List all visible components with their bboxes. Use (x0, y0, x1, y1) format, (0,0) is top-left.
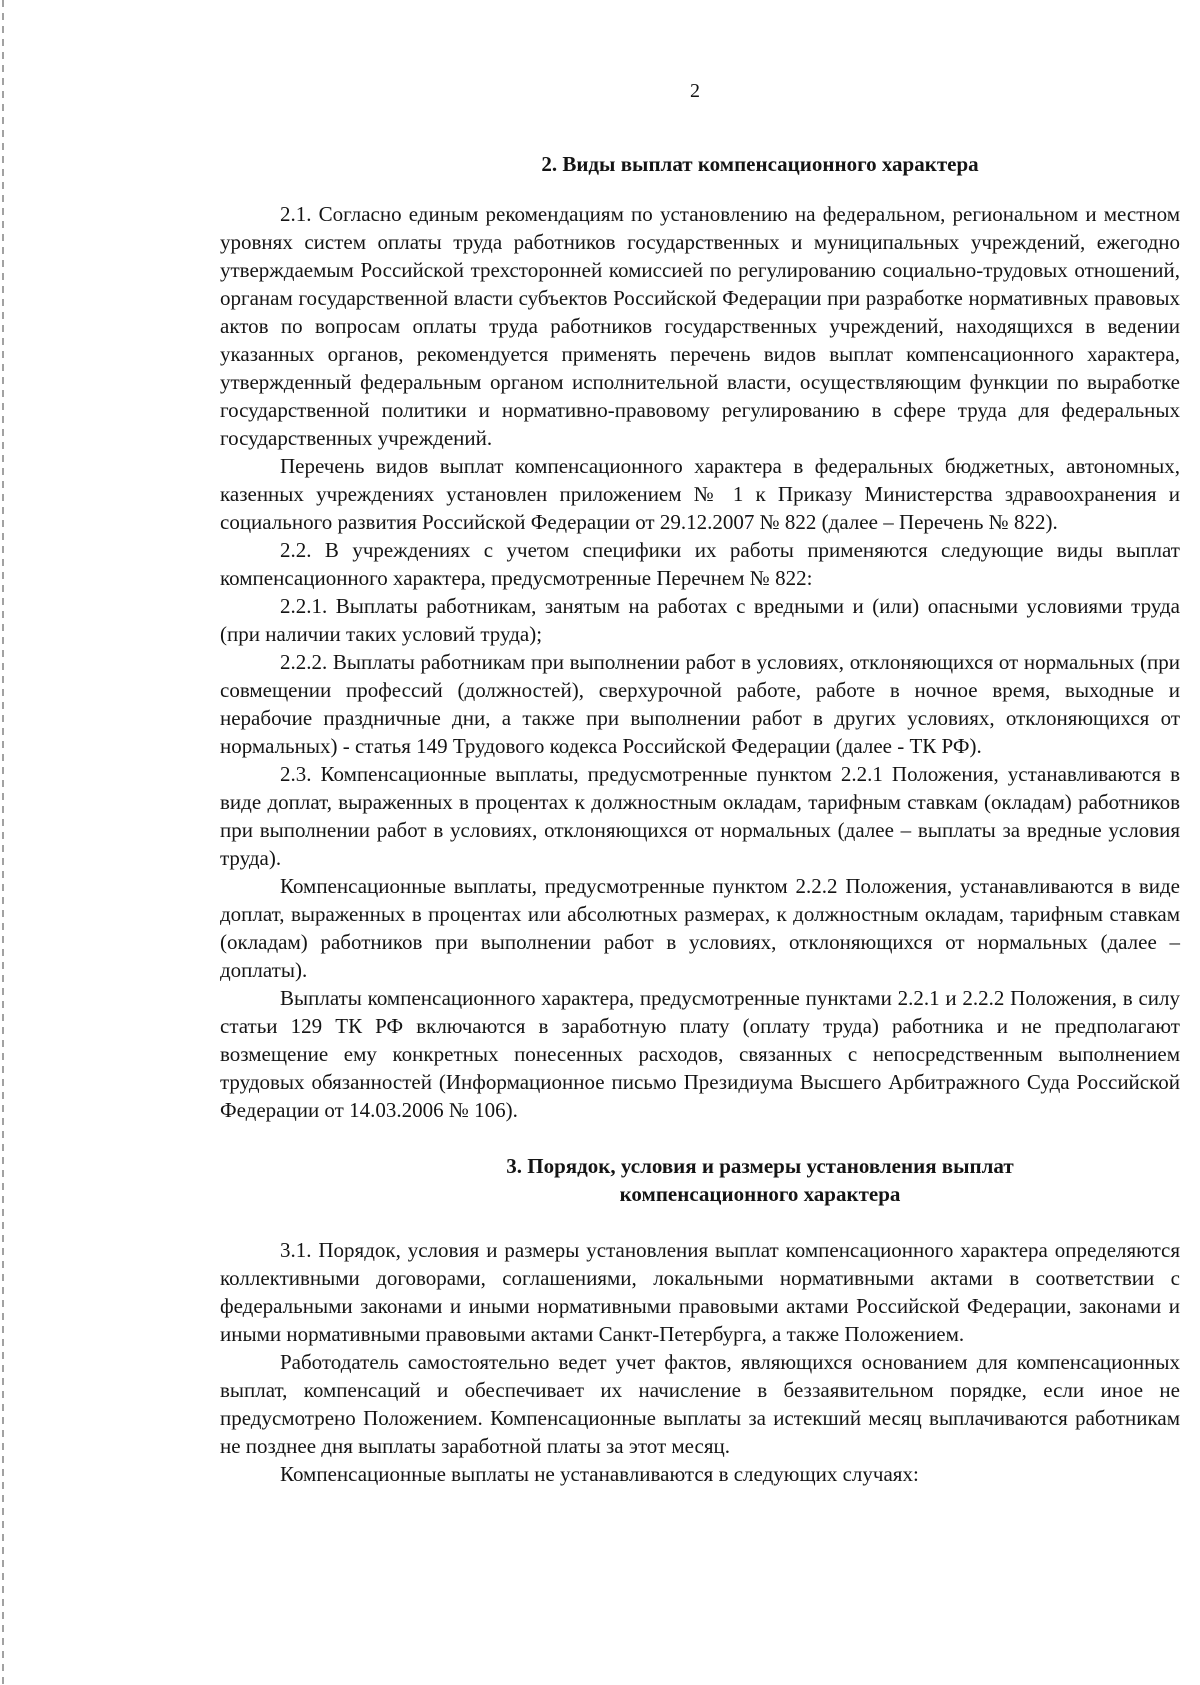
page-number: 2 (690, 80, 700, 102)
paragraph-3-1-employer: Работодатель самостоятельно ведет учет фактов, являющихся основанием для компенсационных выплат, компенсаций и обеспечивает их начисление в беззаявительном порядке, если иное не предусмотрено Положением. Компенсационные выплаты за истекший месяц выплачиваются работникам не позднее дня выплаты заработной платы за этот месяц. (220, 1350, 1180, 1458)
paragraph-2-3-doplaty: Компенсационные выплаты, предусмотренные пунктом 2.2.2 Положения, устанавливаются в виде доплат, выраженных в процентах или абсолютных размерах, к должностным окладам, тарифным ставкам (окладам) работников при выполнении работ в условиях, отклоняющихся от нормальных (далее – доплаты). (220, 874, 1180, 982)
section-3-heading-line-2: компенсационного характера (619, 1182, 901, 1206)
paragraph-2-3: 2.3. Компенсационные выплаты, предусмотренные пунктом 2.2.1 Положения, устанавливаются в виде доплат, выраженных в процентах к должностным окладам, тарифным ставкам (окладам) работников при выполнении работ в условиях, отклоняющихся от нормальных (далее – выплаты за вредные условия труда). (220, 762, 1180, 870)
paragraph-2-2: 2.2. В учреждениях с учетом специфики их работы применяются следующие виды выплат компенсационного характера, предусмотренные Перечнем № 822: (220, 538, 1180, 590)
paragraph-2-3-tk-rf: Выплаты компенсационного характера, предусмотренные пунктами 2.2.1 и 2.2.2 Положения, в силу статьи 129 ТК РФ включаются в заработную плату (оплату труда) работника и не предполагают возмещение ему конкретных понесенных расходов, связанных с непосредственным выполнением трудовых обязанностей (Информационное письмо Президиума Высшего Арбитражного Суда Российской Федерации от 14.03.2006 № 106). (220, 986, 1180, 1122)
paragraph-2-1-list-ref: Перечень видов выплат компенсационного характера в федеральных бюджетных, автономных, казенных учреждениях установлен приложением № 1 к Приказу Министерства здравоохранения и социального развития Российской Федерации от 29.12.2007 № 822 (далее – Перечень № 822). (220, 454, 1180, 534)
paragraph-3-1-exceptions: Компенсационные выплаты не устанавливаются в следующих случаях: (280, 1462, 919, 1486)
section-3-heading-line-1: 3. Порядок, условия и размеры установления выплат (506, 1154, 1014, 1178)
document-body (220, 150, 1180, 1488)
scan-edge-artifact (2, 0, 4, 1685)
section-3-body (220, 1236, 1180, 1488)
section-2-body (220, 200, 1180, 1124)
paragraph-2-1: 2.1. Согласно единым рекомендациям по установлению на федеральном, региональном и местном уровнях систем оплаты труда работников государственных и муниципальных учреждений, ежегодно утверждаемым Российской трехсторонней комиссией по регулированию социально-трудовых отношений, органам государственной власти субъектов Российской Федерации при разработке нормативных правовых актов по вопросам оплаты труда работников государственных учреждений, находящихся в ведении указанных органов, рекомендуется применять перечень видов выплат компенсационного характера, утвержденный федеральным органом исполнительной власти, осуществляющим функции по выработке государственной политики и нормативно-правовому регулированию в сфере труда для федеральных государственных учреждений. (220, 202, 1180, 450)
paragraph-2-2-1: 2.2.1. Выплаты работникам, занятым на работах с вредными и (или) опасными условиями труда (при наличии таких условий труда); (220, 594, 1180, 646)
paragraph-2-2-2: 2.2.2. Выплаты работникам при выполнении работ в условиях, отклоняющихся от нормальных (при совмещении профессий (должностей), сверхурочной работе, работе в ночное время, выходные и нерабочие праздничные дни, а также при выполнении работ в других условиях, отклоняющихся от нормальных) - статья 149 Трудового кодекса Российской Федерации (далее - ТК РФ). (220, 650, 1180, 758)
section-3-heading (340, 1152, 1180, 1208)
paragraph-3-1: 3.1. Порядок, условия и размеры установления выплат компенсационного характера определяются коллективными договорами, соглашениями, локальными нормативными актами в соответствии с федеральными законами и иными нормативными правовыми актами Российской Федерации, законами и иными нормативными правовыми актами Санкт-Петербурга, а также Положением. (220, 1238, 1180, 1346)
section-2-heading: 2. Виды выплат компенсационного характера (541, 152, 979, 176)
